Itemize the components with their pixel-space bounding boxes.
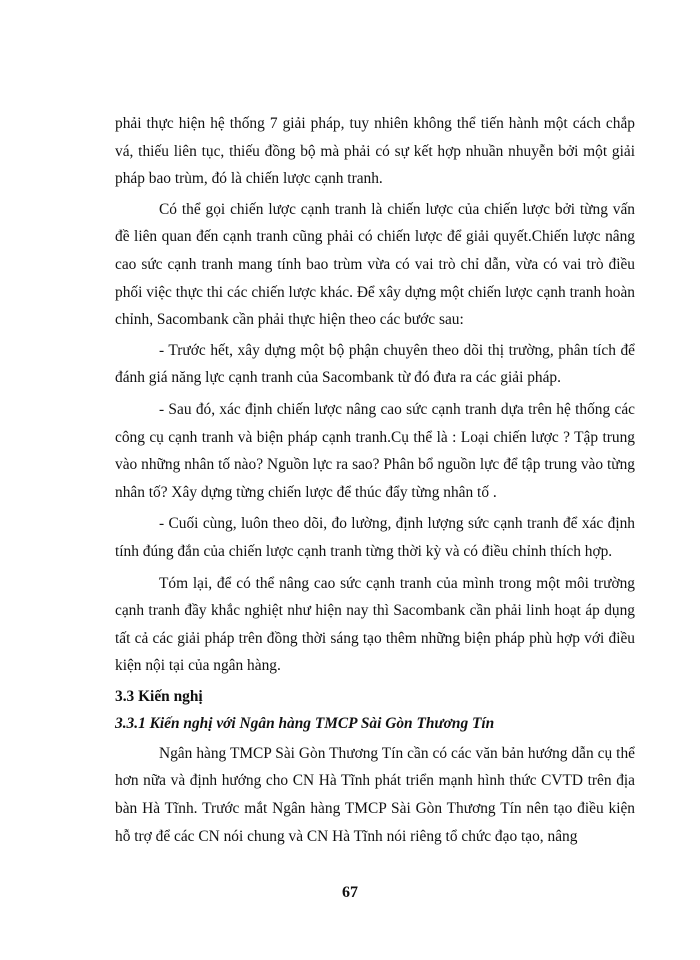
subsection-heading: 3.3.1 Kiến nghị với Ngân hàng TMCP Sài Gòn Thương Tín [115,714,495,732]
list-item-step-1: - Trước hết, xây dựng một bộ phận chuyên theo dõi thị trường, phân tích để đánh giá năng lực cạnh tranh của Sacombank từ đó đưa ra các giải pháp. [115,341,635,387]
paragraph-strategy-intro: Có thể gọi chiến lược cạnh tranh là chiến lược của chiến lược bởi từng vấn đề liên quan đến cạnh tranh cũng phải có chiến lược để giải quyết.Chiến lược nâng cao sức cạnh tranh mang tính bao trùm vừa có vai trò chỉ dẫn, vừa có vai trò điều phối việc thực thi các chiến lược khác. Để xây dựng một chiến lược cạnh tranh hoàn chỉnh, Sacombank cần phải thực hiện theo các bước sau: [115,200,635,329]
document-body [115,110,635,853]
page-number: 67 [342,884,358,901]
paragraph-recommendation: Ngân hàng TMCP Sài Gòn Thương Tín cần có các văn bản hướng dẫn cụ thể hơn nữa và định hướng cho CN Hà Tĩnh phát triển mạnh hình thức CVTD trên địa bàn Hà Tĩnh. Trước mắt Ngân hàng TMCP Sài Gòn Thương Tín nên tạo điều kiện hỗ trợ để các CN nói chung và CN Hà Tĩnh nói riêng tổ chức đạo tạo, nâng [115,744,635,845]
list-item-step-2: - Sau đó, xác định chiến lược nâng cao sức cạnh tranh dựa trên hệ thống các công cụ cạnh tranh và biện pháp cạnh tranh.Cụ thể là : Loại chiến lược ? Tập trung vào những nhân tố nào? Nguồn lực ra sao? Phân bổ nguồn lực để tập trung vào từng nhân tố? Xây dựng từng chiến lược để thúc đẩy từng nhân tố . [115,400,635,501]
section-heading: 3.3 Kiến nghị [115,687,203,705]
paragraph-continuation: phải thực hiện hệ thống 7 giải pháp, tuy nhiên không thể tiến hành một cách chắp vá, thiếu liên tục, thiếu đồng bộ mà phải có sự kết hợp nhuần nhuyễn bởi một giải pháp bao trùm, đó là chiến lược cạnh tranh. [115,115,635,188]
list-item-step-3: - Cuối cùng, luôn theo dõi, đo lường, định lượng sức cạnh tranh để xác định tính đúng đắn của chiến lược cạnh tranh từng thời kỳ và có điều chỉnh thích hợp. [115,515,635,560]
paragraph-conclusion: Tóm lại, để có thể nâng cao sức cạnh tranh của mình trong một môi trường cạnh tranh đầy khắc nghiệt như hiện nay thì Sacombank cần phải linh hoạt áp dụng tất cả các giải pháp trên đồng thời sáng tạo thêm những biện pháp phù hợp với điều kiện nội tại của ngân hàng. [115,574,635,675]
